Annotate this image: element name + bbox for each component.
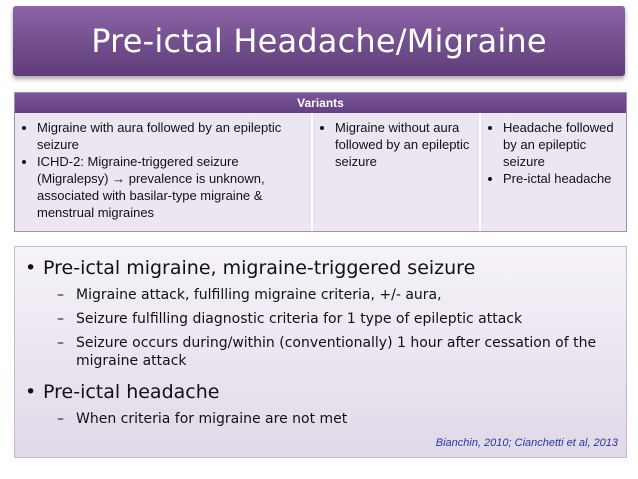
variant-item: • Headache followed by an epileptic seizure bbox=[503, 119, 620, 170]
dash: – bbox=[57, 287, 64, 303]
sub-bullet bbox=[57, 334, 617, 370]
citation: Bianchin, 2010; Cianchetti et al, 2013 bbox=[435, 437, 618, 449]
variant-item: • Pre-ictal headache bbox=[503, 170, 620, 187]
variants-header: Variants bbox=[15, 93, 626, 113]
variant-cell-2 bbox=[311, 113, 479, 231]
sub-bullet bbox=[57, 410, 617, 428]
bullet-preictal-migraine bbox=[25, 257, 475, 279]
sub-bullet-text: Seizure fulfilling diagnostic criteria for 1 type of epileptic attack bbox=[76, 311, 523, 327]
bullet-preictal-headache bbox=[25, 381, 219, 403]
slide-title: Pre-ictal Headache/Migraine bbox=[91, 22, 547, 60]
variant-cell-1 bbox=[15, 113, 311, 231]
bullet-text: Pre-ictal headache bbox=[43, 381, 220, 403]
dash: – bbox=[57, 335, 64, 351]
sub-bullet bbox=[57, 286, 617, 304]
sub-bullet-text: Seizure occurs during/within (conventionally) 1 hour after cessation of the migraine attack bbox=[76, 335, 597, 369]
content-panel bbox=[14, 246, 627, 458]
dash: – bbox=[57, 311, 64, 327]
sub-bullet bbox=[57, 310, 617, 328]
variant-cell-3 bbox=[479, 113, 626, 231]
dash: – bbox=[57, 411, 64, 427]
variants-row bbox=[15, 113, 626, 231]
title-bar bbox=[13, 6, 625, 76]
variant-item: • Migraine without aura followed by an epileptic seizure bbox=[335, 119, 473, 170]
variant-item: • ICHD-2: Migraine-triggered seizure (Migralepsy) → prevalence is unknown, associated with basilar-type migraine & menstrual migraines bbox=[37, 153, 305, 221]
bullet-text: Pre-ictal migraine, migraine-triggered seizure bbox=[43, 257, 476, 279]
variants-table bbox=[14, 92, 627, 232]
sub-bullet-text: Migraine attack, fulfilling migraine criteria, +/- aura, bbox=[76, 287, 442, 303]
variant-item: • Migraine with aura followed by an epileptic seizure bbox=[37, 119, 305, 153]
sub-bullet-text: When criteria for migraine are not met bbox=[76, 411, 348, 427]
